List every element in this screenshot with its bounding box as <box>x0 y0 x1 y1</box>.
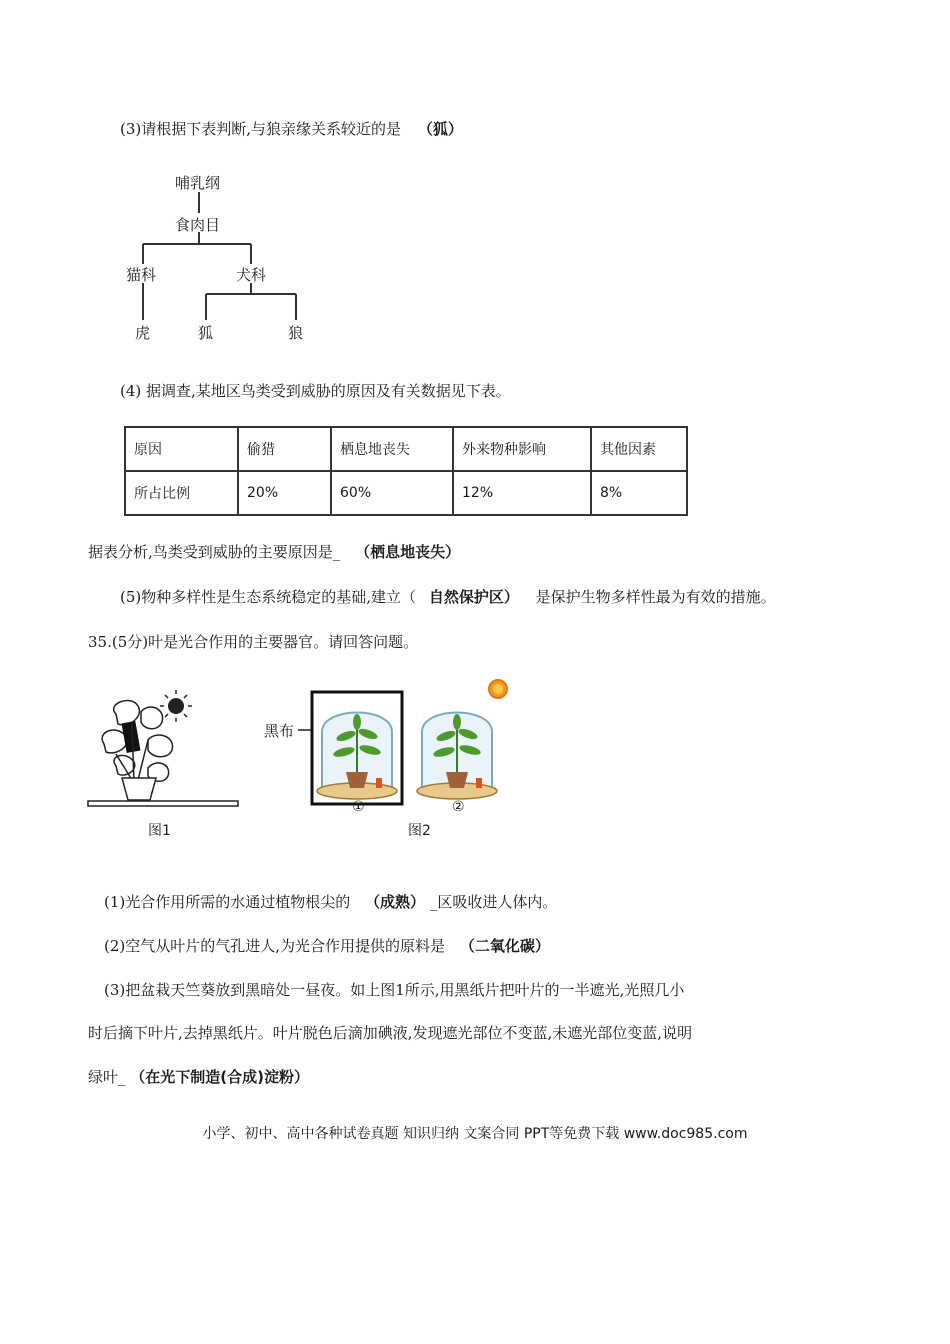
black-cloth-label: 黑布 <box>264 722 295 740</box>
tree-fox-label: 狐 <box>198 324 214 342</box>
question-35-1-text-after: _区吸收进人体内。 <box>429 893 558 911</box>
tree-wolf-label: 狼 <box>288 324 304 342</box>
table-cell: 12% <box>453 471 591 515</box>
threat-table <box>124 426 688 516</box>
question-35-2-answer: （二氧化碳） <box>459 937 550 955</box>
question-35-3-answer: （在光下制造(合成)淀粉） <box>130 1068 310 1086</box>
question-35-1 <box>104 891 557 912</box>
tree-family-cat-label: 猫科 <box>126 266 157 284</box>
question-5 <box>120 586 776 607</box>
table-cell: 外来物种影响 <box>453 427 591 471</box>
table-cell: 栖息地丧失 <box>331 427 453 471</box>
question-4-analysis <box>88 541 460 562</box>
table-cell: 所占比例 <box>125 471 238 515</box>
table-row <box>125 427 687 471</box>
figure-1-caption: 图1 <box>148 823 171 839</box>
question-35-1-text-before: (1)光合作用所需的水通过植物根尖的 <box>104 893 351 911</box>
jar-2-label: ② <box>452 799 465 815</box>
question-4-analysis-text: 据表分析,鸟类受到威胁的主要原因是_ <box>88 543 341 561</box>
table-cell: 偷猎 <box>238 427 331 471</box>
question-5-text-after: 是保护生物多样性最为有效的措施。 <box>535 588 776 606</box>
question-35: 35.(5分)叶是光合作用的主要器官。请回答问题。 <box>88 633 419 651</box>
tree-tiger-label: 虎 <box>135 324 151 342</box>
question-4: (4) 据调查,某地区鸟类受到威胁的原因及有关数据见下表。 <box>120 382 511 400</box>
table-cell: 8% <box>591 471 687 515</box>
question-35-3-line-2: 时后摘下叶片,去掉黑纸片。叶片脱色后滴加碘液,发现遮光部位不变蓝,未遮光部位变蓝,说明 <box>88 1024 693 1042</box>
potted-plant-illustration <box>86 684 256 819</box>
question-35-2-text: (2)空气从叶片的气孔进人,为光合作用提供的原料是 <box>104 937 446 955</box>
question-5-answer: 自然保护区） <box>428 588 519 606</box>
figure-2-caption: 图2 <box>408 823 431 839</box>
question-3-answer: （狐） <box>417 120 463 138</box>
tree-root-label: 哺乳纲 <box>175 174 221 192</box>
question-35-3-line-1: (3)把盆栽天竺葵放到黑暗处一昼夜。如上图1所示,用黑纸片把叶片的一半遮光,光照几小 <box>104 981 685 999</box>
question-35-1-answer: （成熟） <box>365 893 426 911</box>
table-row <box>125 471 687 515</box>
tree-family-dog-label: 犬科 <box>236 266 267 284</box>
sun-icon <box>160 690 192 722</box>
jar-1-label: ① <box>352 799 365 815</box>
question-3-text: (3)请根据下表判断,与狼亲缘关系较近的是 <box>120 120 402 138</box>
question-35-3-line-3 <box>88 1066 309 1087</box>
sun-icon <box>489 680 507 698</box>
question-35-3-prefix: 绿叶_ <box>88 1068 126 1086</box>
question-5-text-before: (5)物种多样性是生态系统稳定的基础,建立（ <box>120 588 417 606</box>
table-cell: 其他因素 <box>591 427 687 471</box>
page-footer: 小学、初中、高中各种试卷真题 知识归纳 文案合同 PPT等免费下载 www.doc985.com <box>202 1126 748 1142</box>
bell-jar-illustration <box>298 676 538 816</box>
table-cell: 60% <box>331 471 453 515</box>
table-cell: 原因 <box>125 427 238 471</box>
question-35-2 <box>104 935 550 956</box>
table-cell: 20% <box>238 471 331 515</box>
tree-order-label: 食肉目 <box>175 216 221 234</box>
question-4-analysis-answer: （栖息地丧失） <box>355 543 461 561</box>
